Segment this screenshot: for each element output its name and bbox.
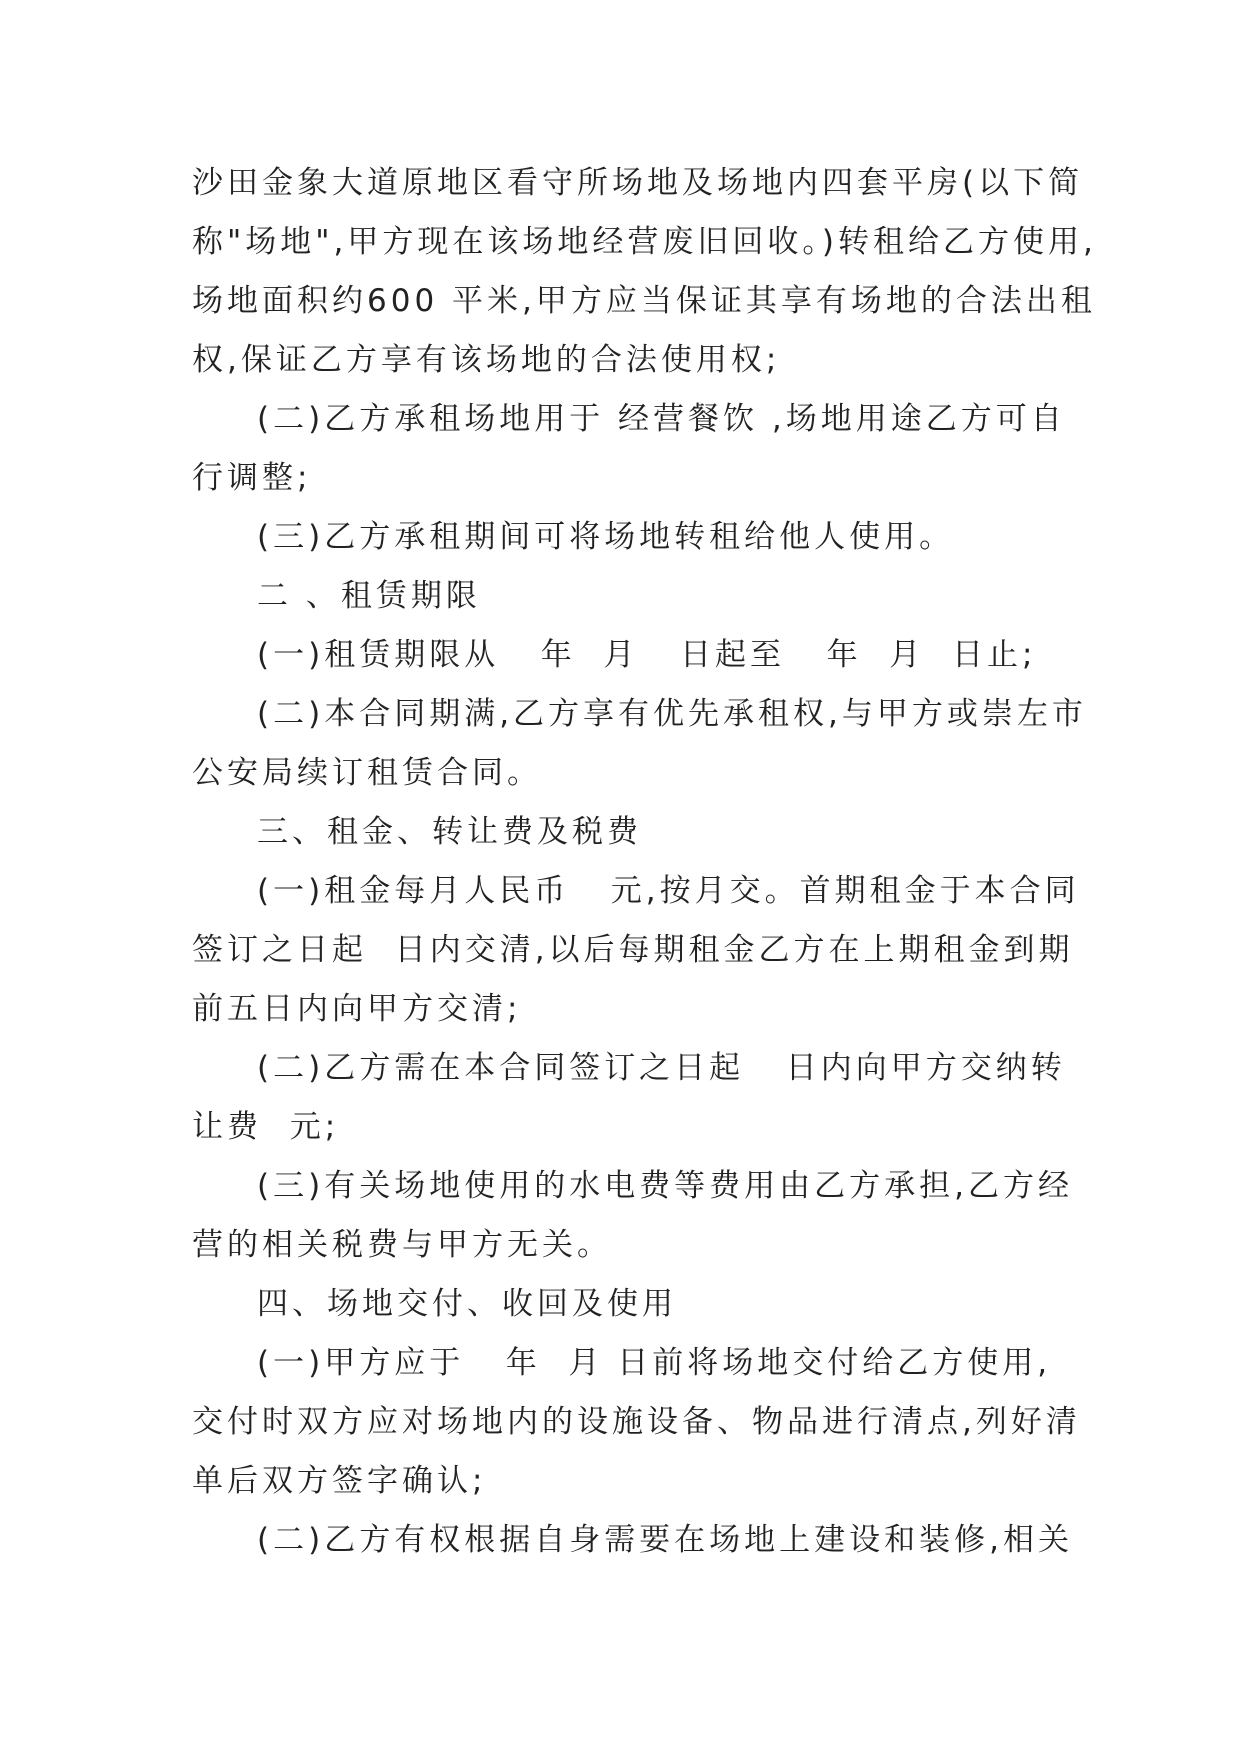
text-line: (一)租金每月人民币 元,按月交。首期租金于本合同	[257, 873, 1080, 909]
text-line: 行调整;	[192, 460, 312, 496]
text-line: 交付时双方应对场地内的设施设备、物品进行清点,列好清	[192, 1404, 1081, 1440]
text-line: (二)乙方需在本合同签订之日起 日内向甲方交纳转	[257, 1050, 1066, 1086]
text-line: 称"场地",甲方现在该场地经营废旧回收。)转租给乙方使用,	[192, 224, 1097, 260]
text-line: 签订之日起 日内交清,以后每期租金乙方在上期租金到期	[192, 932, 1074, 968]
text-line: 公安局续订租赁合同。	[192, 755, 542, 791]
text-line: 权,保证乙方享有该场地的合法使用权;	[192, 342, 781, 378]
text-line: 三、租金、转让费及税费	[257, 814, 642, 850]
text-line: 场地面积约600 平米,甲方应当保证其享有场地的合法出租	[192, 283, 1096, 319]
text-line: (二)乙方有权根据自身需要在场地上建设和装修,相关	[257, 1522, 1074, 1558]
text-line: 四、场地交付、收回及使用	[257, 1286, 677, 1322]
text-line: (三)乙方承租期间可将场地转租给他人使用。	[257, 519, 955, 555]
text-line: 单后双方签字确认;	[192, 1463, 487, 1499]
text-line: 让费 元;	[192, 1109, 340, 1145]
text-line: (三)有关场地使用的水电费等费用由乙方承担,乙方经	[257, 1168, 1074, 1204]
text-line: 沙田金象大道原地区看守所场地及场地内四套平房(以下简	[192, 165, 1084, 201]
text-line: 前五日内向甲方交清;	[192, 991, 522, 1027]
text-line: (二)乙方承租场地用于 经营餐饮 ,场地用途乙方可自	[257, 401, 1066, 437]
text-line: 营的相关税费与甲方无关。	[192, 1227, 612, 1263]
contract-text-body	[192, 154, 1097, 1570]
text-line: (二)本合同期满,乙方享有优先承租权,与甲方或崇左市	[257, 696, 1087, 732]
text-line: (一)甲方应于 年 月 日前将场地交付给乙方使用,	[257, 1345, 1052, 1381]
text-line: 二 、租赁期限	[257, 578, 481, 614]
text-line: (一)租赁期限从 年 月 日起至 年 月 日止;	[257, 637, 1037, 673]
